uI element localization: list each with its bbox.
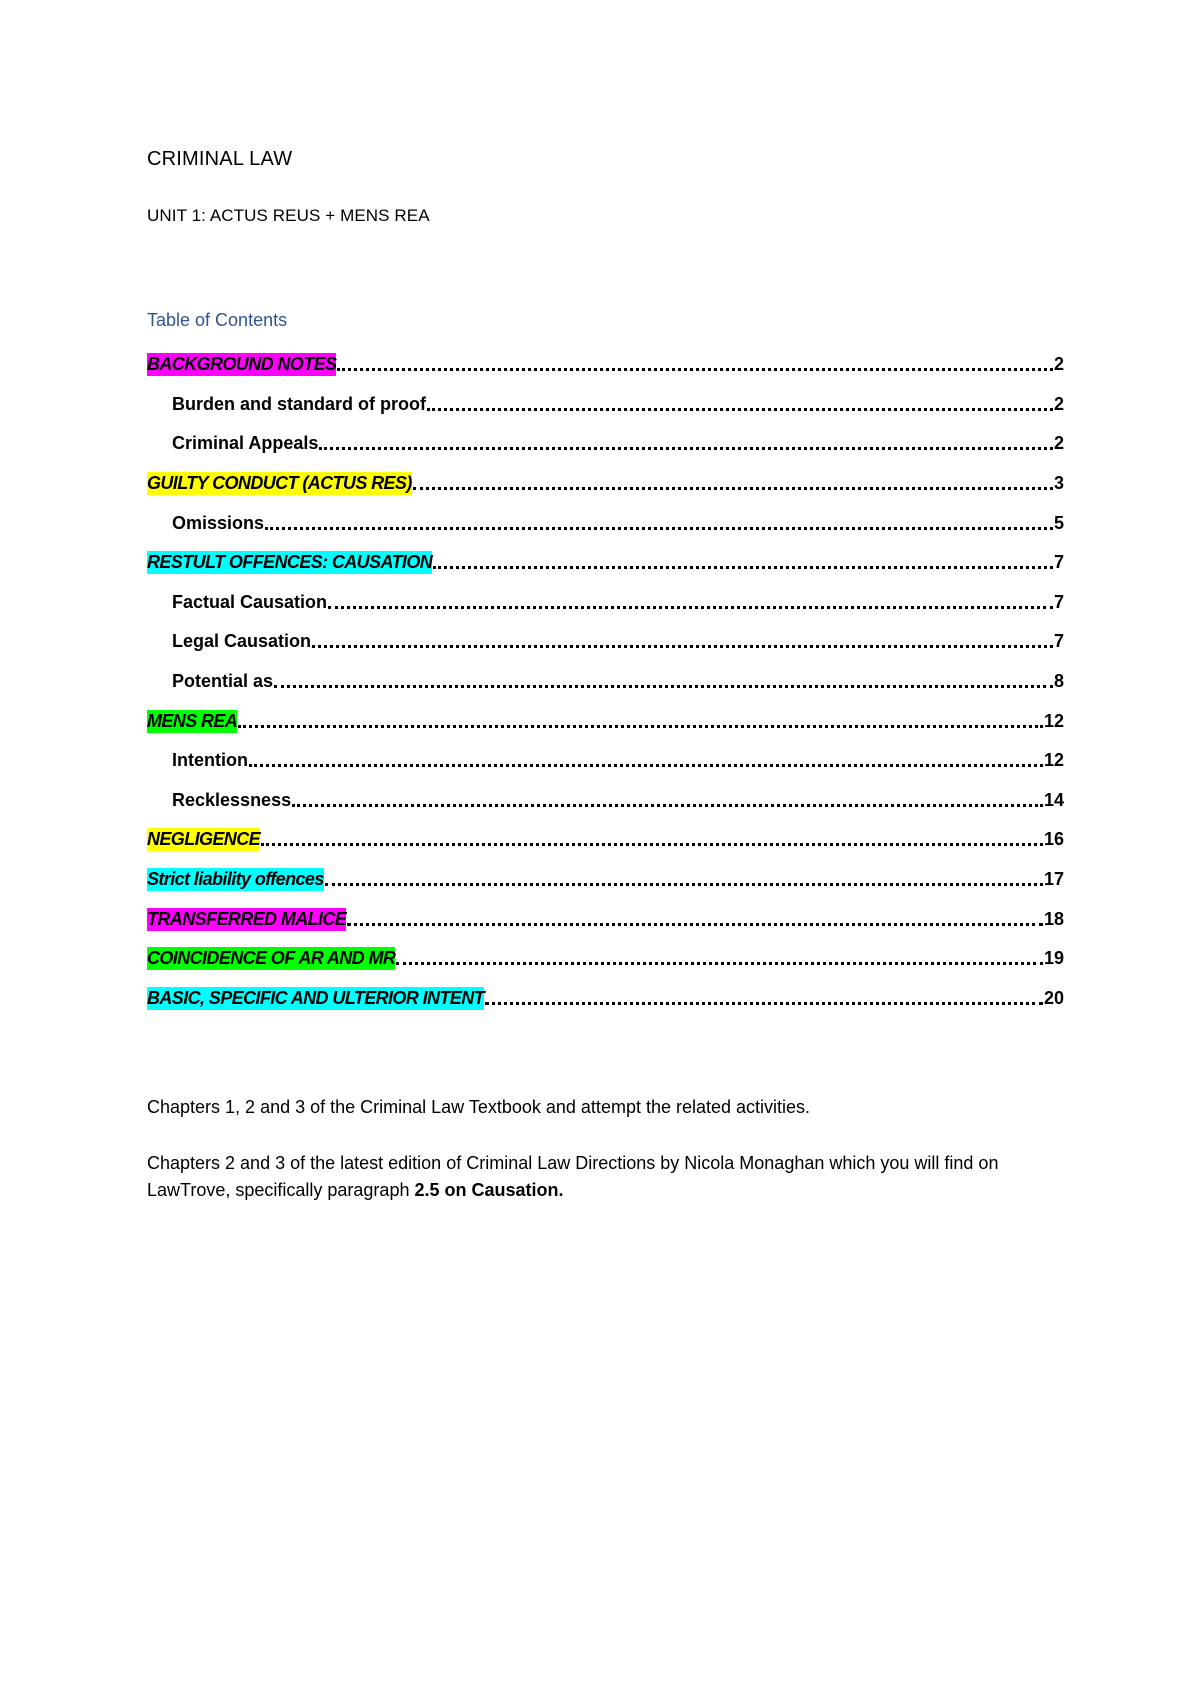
toc-dot-leader	[485, 1002, 1043, 1005]
toc-dot-leader	[261, 843, 1043, 846]
toc-entry[interactable]	[147, 662, 1064, 702]
toc-entry[interactable]	[147, 464, 1064, 504]
toc-entry[interactable]	[147, 781, 1064, 821]
toc-dot-leader	[249, 764, 1043, 767]
toc-dot-leader	[265, 527, 1053, 530]
reading-paragraph-2	[147, 1150, 1067, 1204]
reading-paragraph-1	[147, 1094, 1067, 1121]
toc-entry-label: Criminal Appeals	[172, 433, 319, 454]
toc-dot-leader	[274, 685, 1053, 688]
toc-entry-label: BASIC, SPECIFIC AND ULTERIOR INTENT	[147, 987, 485, 1008]
toc-entry-page-number: 7	[1053, 591, 1064, 612]
toc-entry-page-number: 12	[1043, 710, 1064, 731]
toc-entry-label: Burden and standard of proof	[172, 393, 426, 414]
toc-entry-label: Omissions	[172, 512, 265, 533]
toc-dot-leader	[396, 962, 1043, 965]
toc-entry-label: TRANSFERRED MALICE	[147, 908, 347, 929]
toc-dot-leader	[427, 408, 1053, 411]
toc-entry-label: MENS REA	[147, 710, 238, 731]
toc-entry-label: Legal Causation	[172, 631, 312, 652]
toc-entry[interactable]	[147, 939, 1064, 979]
table-of-contents	[147, 345, 1064, 1018]
toc-entry-page-number: 17	[1043, 869, 1064, 890]
toc-heading: Table of Contents	[147, 310, 288, 330]
toc-entry[interactable]	[147, 385, 1064, 425]
toc-entry[interactable]	[147, 820, 1064, 860]
toc-entry-page-number: 2	[1053, 433, 1064, 454]
toc-entry-label: BACKGROUND NOTES	[147, 354, 337, 375]
toc-entry-page-number: 18	[1043, 908, 1064, 929]
toc-entry-label: RESTULT OFFENCES: CAUSATION	[147, 552, 433, 573]
toc-entry-label: Potential as	[172, 671, 274, 692]
document-subtitle: UNIT 1: ACTUS REUS + MENS REA	[147, 206, 430, 225]
toc-entry-label: COINCIDENCE OF AR AND MR	[147, 948, 396, 969]
toc-entry[interactable]	[147, 860, 1064, 900]
toc-entry-page-number: 14	[1043, 789, 1064, 810]
toc-entry-label: Intention	[172, 750, 248, 771]
toc-entry-label: Factual Causation	[172, 591, 328, 612]
toc-dot-leader	[238, 725, 1043, 728]
toc-entry-label: Strict liability offences	[147, 869, 324, 890]
toc-entry-page-number: 16	[1043, 829, 1064, 850]
toc-entry-page-number: 19	[1043, 948, 1064, 969]
toc-dot-leader	[328, 606, 1053, 609]
toc-dot-leader	[433, 566, 1053, 569]
toc-entry-page-number: 8	[1053, 671, 1064, 692]
toc-entry-page-number: 12	[1043, 750, 1064, 771]
toc-dot-leader	[312, 645, 1053, 648]
document-title: CRIMINAL LAW	[147, 148, 293, 170]
toc-entry[interactable]	[147, 899, 1064, 939]
toc-entry-page-number: 7	[1053, 631, 1064, 652]
toc-entry[interactable]	[147, 543, 1064, 583]
toc-entry-page-number: 2	[1053, 393, 1064, 414]
toc-entry-page-number: 2	[1053, 354, 1064, 375]
toc-entry[interactable]	[147, 701, 1064, 741]
reading-paragraph-2-bold: 2.5 on Causation.	[414, 1180, 564, 1200]
toc-entry-label: Recklessness	[172, 789, 292, 810]
toc-entry[interactable]	[147, 503, 1064, 543]
toc-entry[interactable]	[147, 583, 1064, 623]
reading-paragraph-2-text: Chapters 2 and 3 of the latest edition of Criminal Law Directions by Nicola Monaghan which you will find on LawTrove, specifically paragraph	[147, 1153, 999, 1200]
toc-entry[interactable]	[147, 741, 1064, 781]
toc-entry[interactable]	[147, 345, 1064, 385]
toc-entry[interactable]	[147, 979, 1064, 1019]
toc-entry-page-number: 5	[1053, 512, 1064, 533]
toc-dot-leader	[319, 447, 1053, 450]
toc-entry-label: GUILTY CONDUCT (ACTUS RES)	[147, 473, 412, 494]
toc-entry-page-number: 7	[1053, 552, 1064, 573]
toc-dot-leader	[337, 368, 1053, 371]
reading-paragraph-1-text: Chapters 1, 2 and 3 of the Criminal Law Textbook and attempt the related activities.	[147, 1097, 811, 1117]
toc-entry-page-number: 3	[1053, 473, 1064, 494]
toc-dot-leader	[413, 487, 1053, 490]
toc-entry[interactable]	[147, 622, 1064, 662]
toc-entry-label: NEGLIGENCE	[147, 829, 261, 850]
toc-dot-leader	[347, 923, 1043, 926]
toc-dot-leader	[325, 883, 1043, 886]
toc-dot-leader	[292, 804, 1043, 807]
toc-entry-page-number: 20	[1043, 987, 1064, 1008]
toc-entry[interactable]	[147, 424, 1064, 464]
